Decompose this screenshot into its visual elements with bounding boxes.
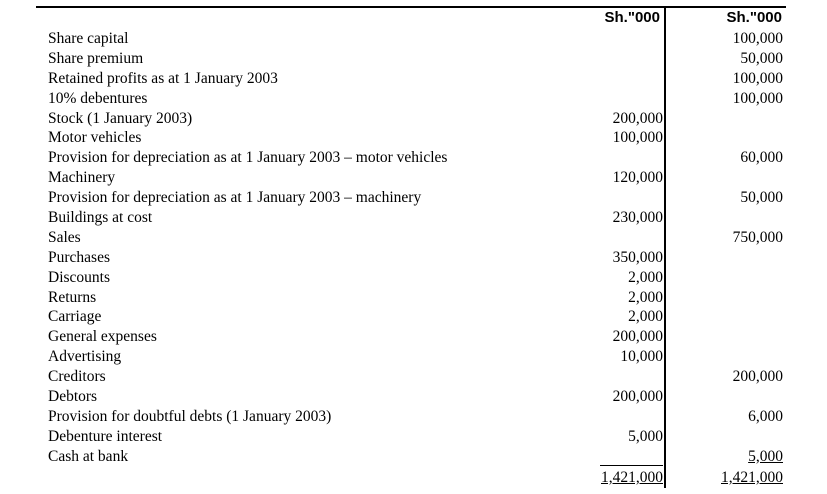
table-row — [0, 347, 827, 367]
row-label: Buildings at cost — [48, 209, 153, 227]
row-label: Share premium — [48, 49, 144, 67]
credit-amount: 6,000 — [748, 407, 783, 425]
trial-balance-rows — [0, 29, 827, 467]
row-label: Provision for depreciation as at 1 January 2003 – machinery — [48, 189, 422, 207]
table-row — [0, 447, 827, 467]
table-row — [0, 168, 827, 188]
credit-column-header: Sh."000 — [726, 9, 782, 26]
credit-amount: 60,000 — [740, 149, 783, 167]
row-label: Purchases — [48, 248, 110, 266]
table-row — [0, 367, 827, 387]
row-label: Debenture interest — [48, 427, 163, 445]
debit-amount: 230,000 — [612, 209, 663, 227]
table-row — [0, 89, 827, 109]
debit-column-header: Sh."000 — [604, 9, 660, 26]
table-row — [0, 188, 827, 208]
debit-amount: 200,000 — [612, 109, 663, 127]
table-row — [0, 427, 827, 447]
row-label: Discounts — [48, 268, 110, 286]
row-label: Creditors — [48, 368, 106, 386]
table-row — [0, 268, 827, 288]
debit-amount: 120,000 — [612, 169, 663, 187]
table-row — [0, 407, 827, 427]
debit-total: 1,421,000 — [601, 469, 663, 486]
row-label: Provision for doubtful debts (1 January 2003) — [48, 407, 332, 425]
table-row — [0, 148, 827, 168]
table-row — [0, 69, 827, 89]
table-row — [0, 288, 827, 308]
row-label: 10% debentures — [48, 89, 148, 107]
credit-amount: 100,000 — [732, 30, 783, 47]
table-row — [0, 248, 827, 268]
row-label: Cash at bank — [48, 447, 129, 465]
row-label: Sales — [48, 228, 81, 246]
credit-amount: 200,000 — [732, 368, 783, 386]
credit-amount: 750,000 — [732, 228, 783, 246]
table-row — [0, 387, 827, 407]
row-label: Carriage — [48, 308, 102, 326]
debit-amount: 350,000 — [612, 248, 663, 266]
debit-amount: 5,000 — [628, 427, 663, 445]
row-label: Retained profits as at 1 January 2003 — [48, 69, 278, 87]
row-label: Provision for depreciation as at 1 January 2003 – motor vehicles — [48, 149, 448, 167]
table-row — [0, 327, 827, 347]
table-row — [0, 128, 827, 148]
debit-total-rule — [600, 465, 663, 466]
row-label: Advertising — [48, 348, 122, 366]
debit-amount: 2,000 — [628, 308, 663, 326]
table-row — [0, 208, 827, 228]
credit-amount: 50,000 — [740, 189, 783, 207]
debit-amount: 2,000 — [628, 288, 663, 306]
debit-amount: 10,000 — [620, 348, 663, 366]
table-row — [0, 307, 827, 327]
table-row — [0, 49, 827, 69]
row-label: Returns — [48, 288, 97, 306]
table-row — [0, 228, 827, 248]
row-label: Motor vehicles — [48, 129, 142, 147]
debit-amount: 200,000 — [612, 328, 663, 346]
credit-amount: 5,000 — [748, 447, 783, 465]
row-label: Debtors — [48, 388, 98, 406]
credit-total: 1,421,000 — [721, 469, 783, 486]
credit-amount: 100,000 — [732, 69, 783, 87]
credit-amount: 50,000 — [740, 49, 783, 67]
table-top-border — [36, 6, 786, 8]
debit-amount: 100,000 — [612, 129, 663, 147]
row-label: General expenses — [48, 328, 157, 346]
row-label: Share capital — [48, 30, 129, 47]
debit-amount: 200,000 — [612, 388, 663, 406]
table-row — [0, 109, 827, 129]
table-row — [0, 29, 827, 49]
row-label: Machinery — [48, 169, 116, 187]
debit-amount: 2,000 — [628, 268, 663, 286]
credit-amount: 100,000 — [732, 89, 783, 107]
row-label: Stock (1 January 2003) — [48, 109, 193, 127]
